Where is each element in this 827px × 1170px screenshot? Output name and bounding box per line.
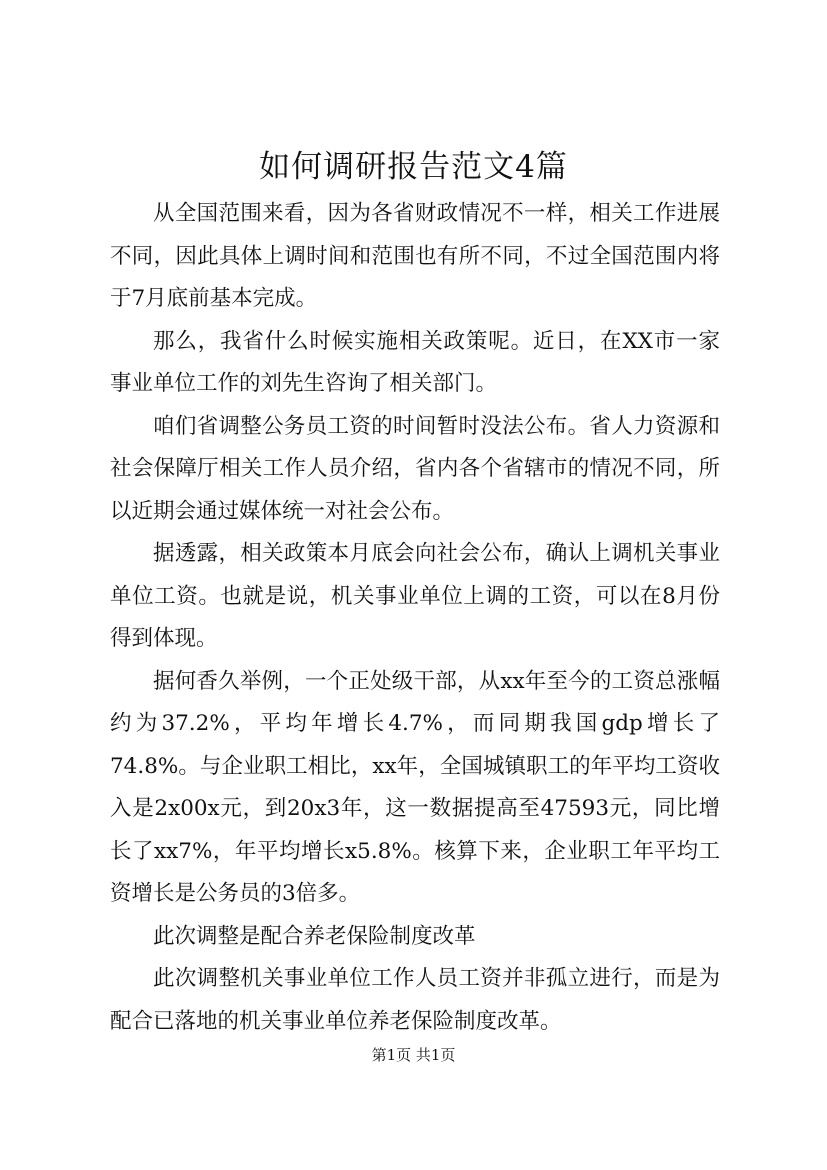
document-title: 如何调研报告范文4篇 xyxy=(259,149,568,185)
paragraph: 从全国范围来看，因为各省财政情况不一样，相关工作进展不同，因此具体上调时间和范围也有所不同，不过全国范围内将于7月底前基本完成。 xyxy=(110,201,720,311)
paragraph: 此次调整机关事业单位工作人员工资并非孤立进行，而是为配合已落地的机关事业单位养老保险制度改革。 xyxy=(110,966,720,1034)
paragraph: 据何香久举例，一个正处级干部，从xx年至今的工资总涨幅约为37.2%，平均年增长4.7%，而同期我国gdp增长了74.8%。与企业职工相比，xx年，全国城镇职工的年平均工资收入是2x00x元，到20x3年，这一数据提高至47593元，同比增长了xx7%，年平均增长x5.8%。核算下来，企业职工年平均工资增长是公务员的3倍多。 xyxy=(110,668,720,906)
paragraph: 据透露，相关政策本月底会向社会公布，确认上调机关事业单位工资。也就是说，机关事业单位上调的工资，可以在8月份得到体现。 xyxy=(110,541,720,651)
page-footer: 第1页 共1页 xyxy=(371,1046,456,1064)
section-heading: 此次调整是配合养老保险制度改革 xyxy=(153,923,476,949)
paragraph: 咱们省调整公务员工资的时间暂时没法公布。省人力资源和社会保障厅相关工作人员介绍，省内各个省辖市的情况不同，所以近期会通过媒体统一对社会公布。 xyxy=(110,413,720,524)
paragraph: 那么，我省什么时候实施相关政策呢。近日，在XX市一家事业单位工作的刘先生咨询了相关部门。 xyxy=(110,328,720,396)
document-body xyxy=(110,193,720,1043)
